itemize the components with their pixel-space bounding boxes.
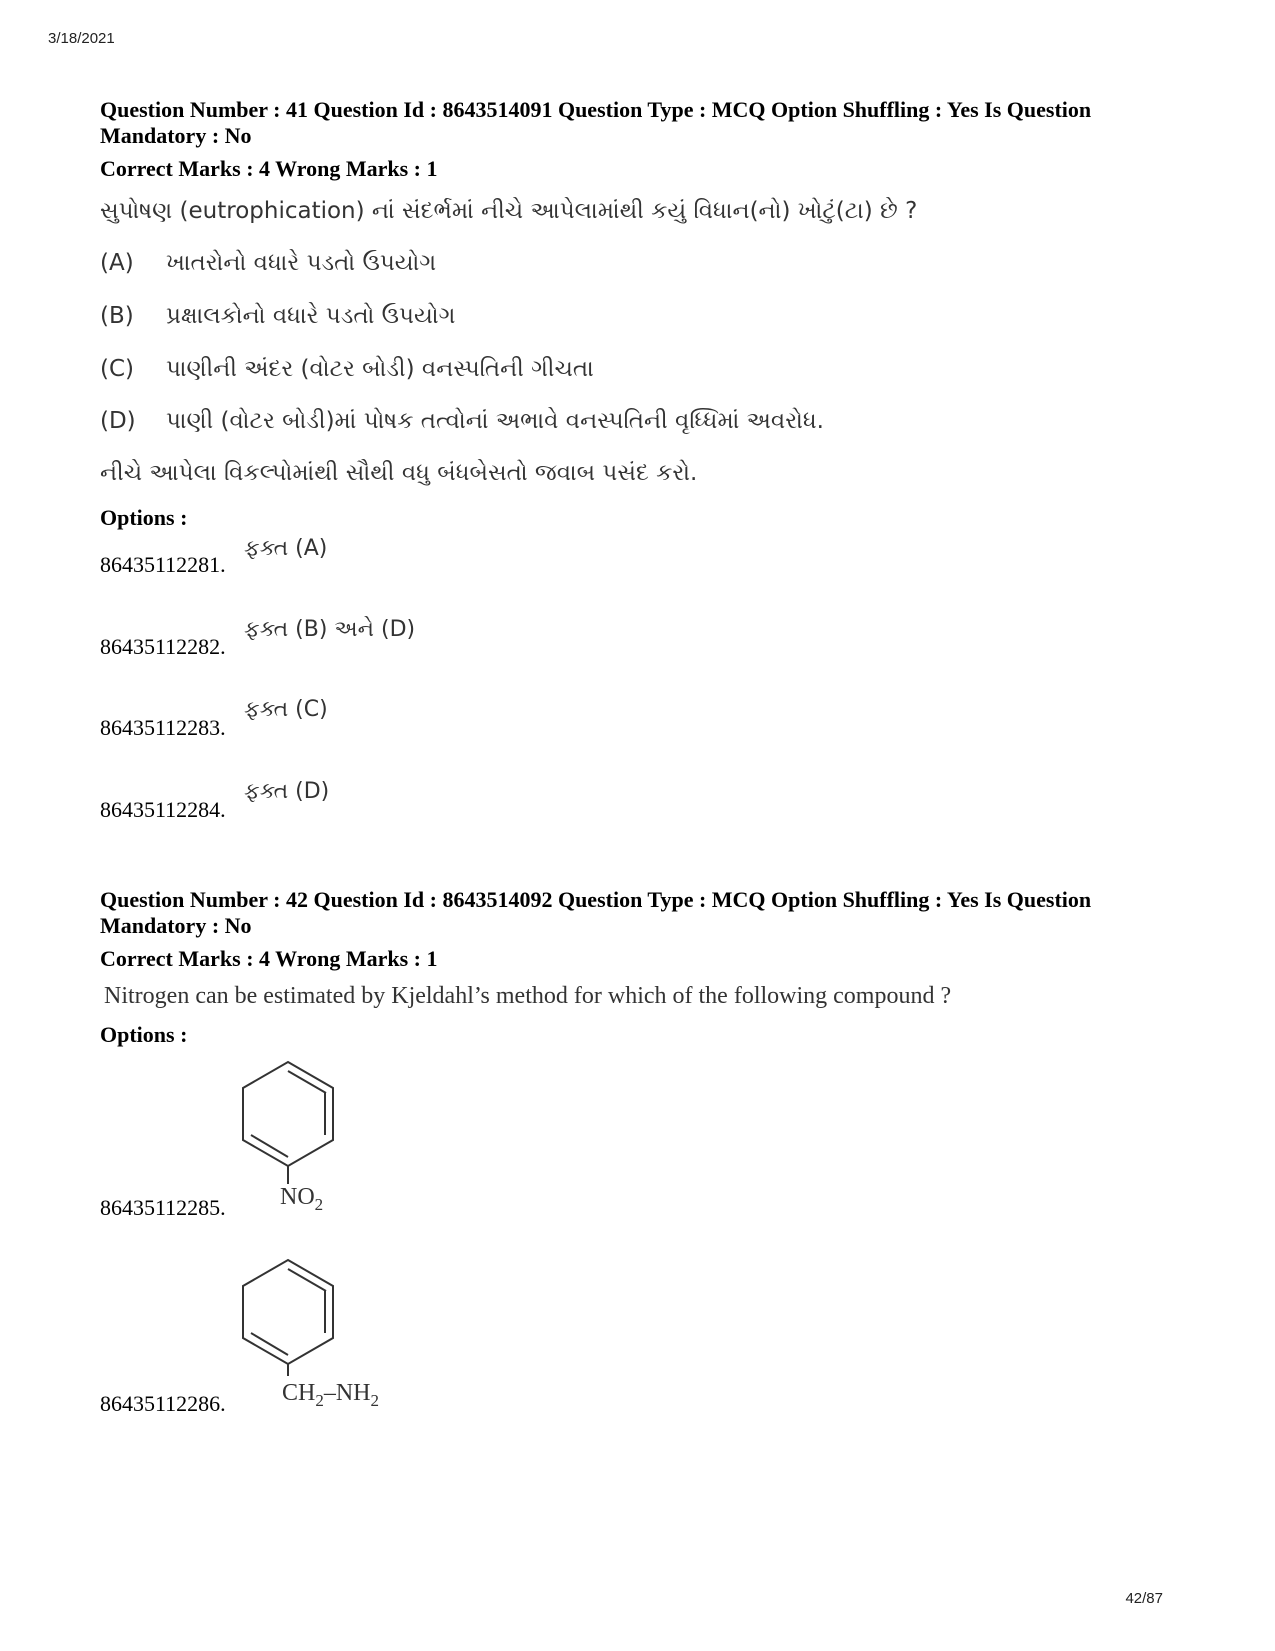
- option-text: ફક્ત (D): [244, 779, 330, 804]
- substituent-subscript: 2: [315, 1391, 324, 1410]
- option-id: 86435112281.: [100, 552, 226, 577]
- statement-text: પાણી (વોટર બોડી)માં પોષક તત્વોનાં અભાવે વનસ્પતિની વૃધ્ધિમાં અવરોધ.: [166, 408, 824, 434]
- substituent-subscript: 2: [314, 1195, 324, 1214]
- statement-c: [100, 356, 594, 382]
- question-marks: Correct Marks : 4 Wrong Marks : 1: [100, 156, 438, 181]
- statement-label: (B): [100, 303, 134, 329]
- question-meta-line: Mandatory : No: [100, 123, 252, 148]
- question-42-meta: [100, 887, 1200, 972]
- statement-text: ખાતરોનો વધારે પડતો ઉપયોગ: [166, 250, 437, 276]
- question-41-meta: [100, 97, 1200, 182]
- statement-a: [100, 250, 436, 276]
- option-text: ફક્ત (A): [244, 536, 328, 561]
- statement-label: (A): [100, 250, 134, 276]
- question-41-instruction: નીચે આપેલા વિકલ્પોમાંથી સૌથી વધુ બંધબેસતો જવાબ પસંદ કરો.: [100, 460, 698, 486]
- option-text: ફક્ત (C): [244, 697, 328, 722]
- option-text: ફક્ત (B) અને (D): [244, 617, 416, 642]
- option-id: 86435112285.: [100, 1195, 226, 1220]
- substituent-subscript: 2: [370, 1391, 380, 1410]
- statement-label: (C): [100, 356, 135, 382]
- statement-d: [100, 408, 824, 434]
- statement-text: પાણીની અંદર (વોટર બોડી) વનસ્પતિની ગીચતા: [166, 356, 594, 382]
- question-meta-line: Mandatory : No: [100, 913, 252, 938]
- question-meta-line: Question Number : 42 Question Id : 8643514092 Question Type : MCQ Option Shuffling : Yes Is Question: [100, 887, 1092, 912]
- question-41-text: સુપોષણ (eutrophication) નાં સંદર્ભમાં નીચે આપેલામાંથી કયું વિધાન(નો) ખોટું(ટા) છે ?: [100, 198, 918, 224]
- substituent-main: –NH: [323, 1380, 371, 1406]
- substituent-label: [282, 1380, 379, 1410]
- question-meta-line: Question Number : 41 Question Id : 8643514091 Question Type : MCQ Option Shuffling : Yes Is Question: [100, 97, 1092, 122]
- question-marks: Correct Marks : 4 Wrong Marks : 1: [100, 946, 438, 971]
- option-id: 86435112284.: [100, 797, 226, 822]
- substituent-main: NO: [280, 1184, 315, 1210]
- substituent-main: CH: [282, 1380, 316, 1406]
- statement-text: પ્રક્ષાલકોનો વધારે પડતો ઉપયોગ: [166, 303, 456, 329]
- option-id: 86435112283.: [100, 715, 226, 740]
- page-number: 42/87: [1125, 1590, 1163, 1607]
- options-label: Options :: [100, 1022, 188, 1047]
- option-id: 86435112282.: [100, 634, 226, 659]
- question-42-text: Nitrogen can be estimated by Kjeldahl’s method for which of the following compound ?: [104, 983, 952, 1009]
- option-id: 86435112286.: [100, 1391, 226, 1416]
- options-label: Options :: [100, 505, 188, 530]
- statement-label: (D): [100, 408, 136, 434]
- benzylamine-structure: [240, 1258, 420, 1418]
- print-date: 3/18/2021: [48, 30, 115, 47]
- substituent-label: [280, 1184, 323, 1214]
- statement-b: [100, 303, 455, 329]
- nitrobenzene-structure: [240, 1060, 350, 1220]
